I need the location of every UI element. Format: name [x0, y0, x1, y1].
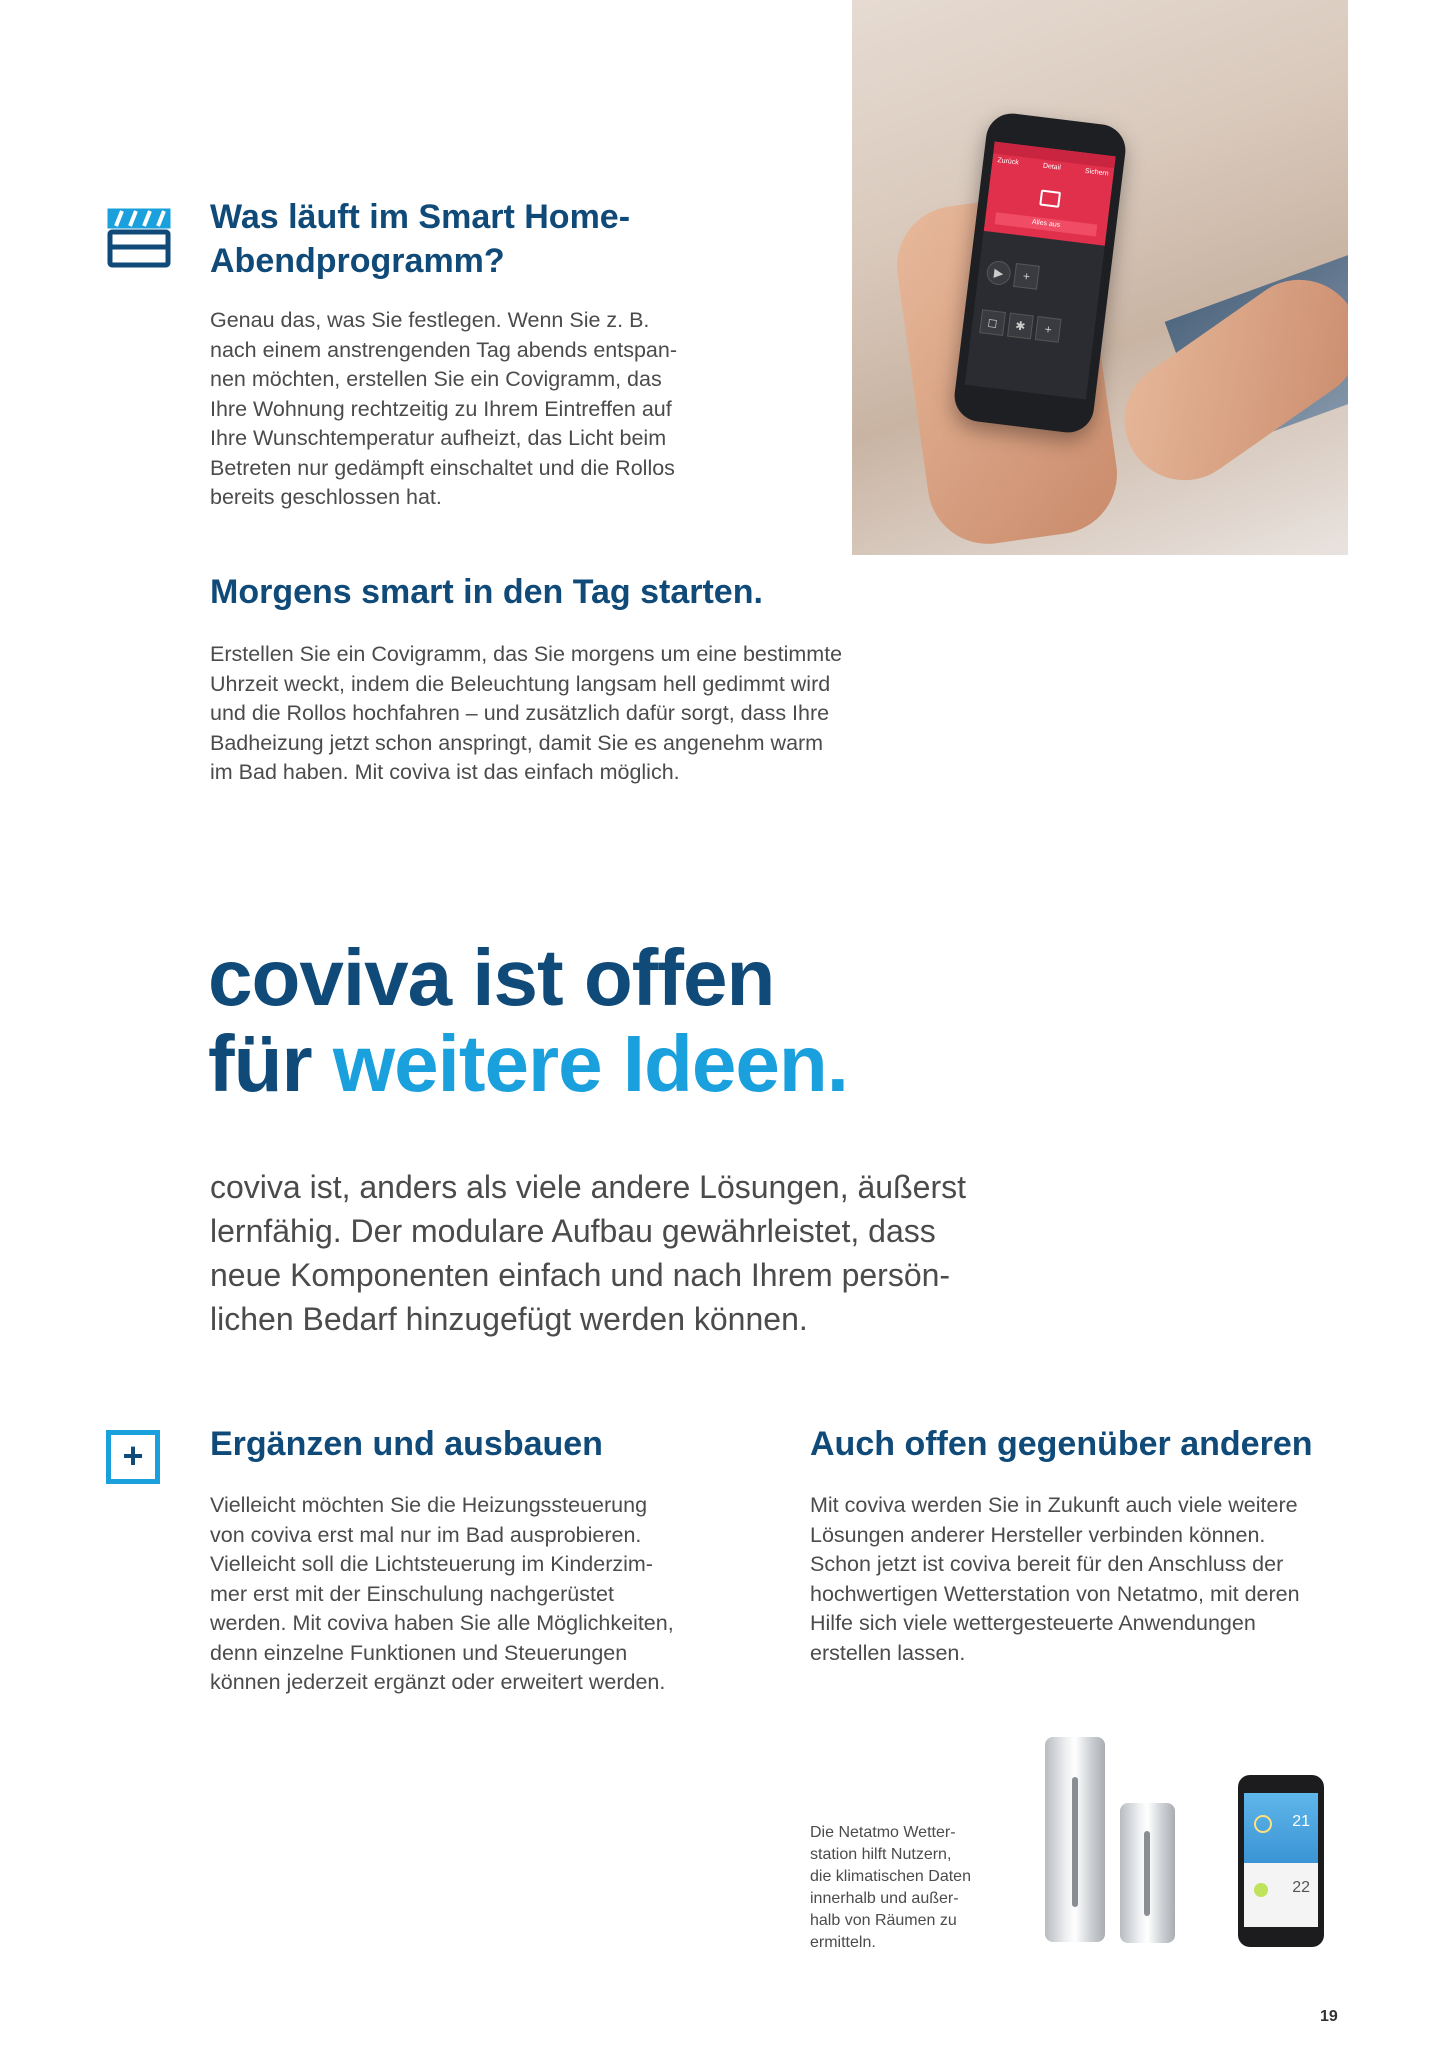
section1-title: Was läuft im Smart Home- Abendprogramm? — [210, 198, 631, 280]
outdoor-module — [1045, 1737, 1105, 1942]
col-left-title: Ergänzen und ausbauen — [210, 1425, 603, 1463]
headline-accent: weitere Ideen. — [332, 1019, 848, 1108]
col-right-title: Auch offen gegenüber anderen — [810, 1425, 1313, 1463]
lead-paragraph: coviva ist, anders als viele andere Lösungen, äußerst lernfähig. Der modulare Aufbau gewährleistet, dass neue Komponenten einfach und nach Ihrem persön- lichen Bedarf hinzugefügt werden können. — [210, 1169, 966, 1337]
plus-box-icon: + — [106, 1430, 160, 1484]
outdoor-temp: 21 — [1292, 1813, 1310, 1830]
col-right-body: Mit coviva werden Sie in Zukunft auch viele weitere Lösungen anderer Hersteller verbinden können. Schon jetzt ist coviva bereit für den Anschluss der hochwertigen Wetterstation von Netatmo, mit deren Hilfe sich viele wettergesteuerte Anwendungen erstellen lassen. — [810, 1493, 1300, 1665]
section2-body: Erstellen Sie ein Covigramm, das Sie morgens um eine bestimmte Uhrzeit weckt, indem die Beleuchtung langsam hell gedimmt wird und die Rollos hochfahren – und zusätzlich dafür sorgt, dass Ihre Badheizung jetzt schon anspringt, damit Sie es angenehm warm im Bad haben. Mit coviva ist das einfach möglich. — [210, 642, 843, 784]
page-number: 19 — [1320, 2008, 1338, 2025]
section1-body: Genau das, was Sie festlegen. Wenn Sie z. B. nach einem anstrengenden Tag abends entspan- nen möchten, erstellen Sie ein Covigramm, das Ihre Wohnung rechtzeitig zu Ihrem Eintreffen auf Ihre Wunschtemperatur aufheizt, das Licht beim Betreten nur gedämpft einschaltet und die Rollos bereits geschlossen hat. — [210, 308, 677, 509]
headline-line2: für weitere Ideen. — [208, 1019, 848, 1108]
indoor-temp: 22 — [1292, 1879, 1310, 1896]
screen-title: Detail — [1042, 162, 1062, 172]
section2-title: Morgens smart in den Tag starten. — [210, 573, 763, 611]
clapperboard-icon — [106, 206, 172, 270]
headline-line1: coviva ist offen — [208, 933, 775, 1022]
screen-save: Sichern — [1084, 167, 1109, 178]
main-headline — [208, 935, 1108, 1107]
netatmo-app-phone — [1238, 1775, 1324, 1947]
weather-station-image — [1030, 1725, 1350, 1965]
phone-screen: Zurück Detail Sichern Alles aus ▶ + ◻ ✱ + — [965, 141, 1116, 399]
col-left-body: Vielleicht möchten Sie die Heizungssteuerung von coviva erst mal nur im Bad ausprobieren. Vielleicht soll die Lichtsteuerung im Kinderzim- mer erst mit der Einschulung nachgerüstet werden. Mit coviva haben Sie alle Möglichkeiten, denn einzelne Funktionen und Steuerungen können jederzeit ergänzt oder erweitert werden. — [210, 1493, 674, 1694]
indoor-module — [1120, 1803, 1175, 1943]
image-caption: Die Netatmo Wetter- station hilft Nutzern, die klimatischen Daten innerhalb und außer- halb von Räumen zu ermitteln. — [810, 1824, 971, 1951]
hand-right — [1101, 256, 1348, 503]
screen-button: Alles aus — [995, 212, 1098, 236]
hero-photo — [852, 0, 1348, 555]
screen-back: Zurück — [996, 156, 1020, 167]
